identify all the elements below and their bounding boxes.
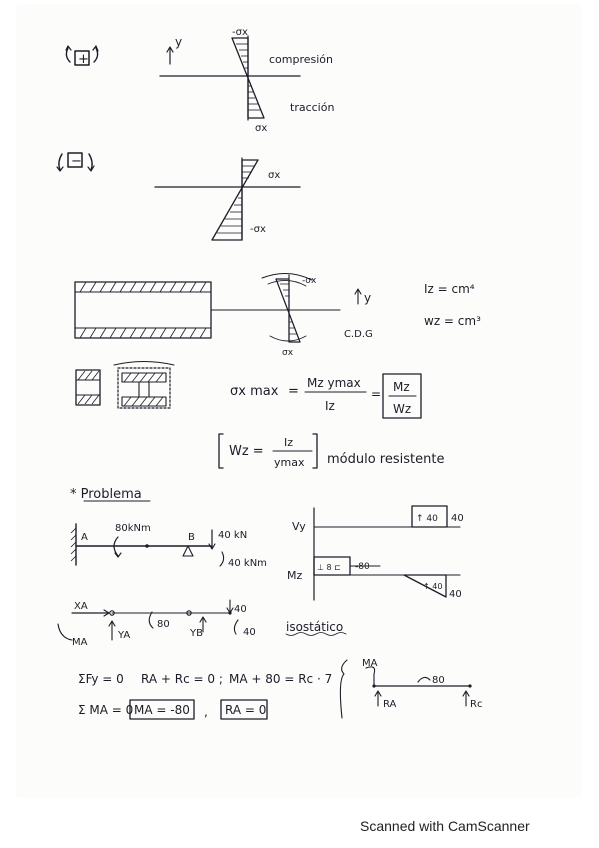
modulo-resistente-label: módulo resistente [327,452,445,467]
compression-label: compresión [269,53,334,66]
sign-convention-positive [66,46,98,67]
reaction-ya: YA [118,630,131,641]
moment-label: Mz [287,569,303,582]
top-stress-label: -σx [232,27,248,38]
sum-fy: ΣFy = 0 [78,672,124,686]
internal-force-diagrams [287,506,464,600]
equals-sign: = [371,387,382,401]
ymax-denominator: ymax [274,456,305,469]
reaction-xa: XA [74,601,88,612]
moment-box-label: ⊥ 8 ⊏ [317,563,341,572]
boxed-denominator: Wz [393,402,412,416]
shear-value: 40 [451,513,464,524]
fraction-numerator: Mz ymax [307,376,361,390]
problem-title: * Problema [70,487,142,502]
top-stress-label: σx [268,170,281,181]
applied-force: 40 kN [218,530,248,541]
shear-label: Vy [292,520,306,533]
top-stress-label: -σx [302,276,317,286]
moment-80: 80 [432,675,445,686]
point-b: B [188,532,195,543]
reaction-ra: RA [383,699,397,710]
reaction-rc: Rc [470,699,483,710]
moment-40: 40 [243,627,256,638]
applied-moment-end: 40 kNm [228,558,267,569]
reaction-ma: MA [362,658,378,669]
wz-lhs: Wz = [229,444,264,459]
fraction-denominator: Iz [325,399,335,413]
equilibrium-equations [78,672,332,719]
sigma-max: σx max [230,384,279,399]
moment-80: 80 [157,619,170,630]
moment-end-value: 40 [449,589,462,600]
sum-ma: Σ MA = 0 [78,703,134,717]
bottom-stress-label: σx [255,123,268,134]
vertical-equation: RA + Rc = 0 ; [141,672,223,686]
section-modulus-unit: wz = cm³ [424,314,481,328]
boxed-numerator: Mz [393,380,410,394]
stress-diagram-negative [155,158,300,240]
iz-numerator: Iz [284,436,294,449]
camscanner-watermark: Scanned with CamScanner [360,818,530,834]
beam-load-diagram [71,523,267,569]
reaction-yb: YB [190,628,203,639]
result-ra: RA = 0 [225,703,267,717]
section-modulus-formula [219,434,444,469]
moment-value: -80 [355,562,370,572]
cross-section-sketches [76,362,174,409]
plus-sign: + [78,52,89,67]
stress-formula [230,374,421,418]
point-a: A [81,532,88,543]
minus-sign: − [71,154,82,169]
load-40: 40 [234,604,247,615]
stress-diagram-positive [160,27,334,134]
equals-sign: = [288,384,299,399]
problem-section [70,487,150,502]
axis-y-label: y [364,291,372,305]
sign-convention-negative [57,153,94,171]
moment-equation: MA + 80 = Rc · 7 [229,672,333,686]
result-ma: MA = -80 [134,703,190,717]
reaction-ma: MA [72,637,88,648]
inertia-unit: Iz = cm⁴ [424,282,475,296]
traction-label: tracción [290,101,335,114]
bottom-stress-label: -σx [250,224,266,235]
comma: , [204,705,208,719]
beam-section-drawing [75,273,481,358]
shear-box-label: ↑ 40 [416,514,438,524]
applied-moment: 80kNm [115,523,151,534]
cdg-label: C.D.G [344,329,373,340]
moment-triangle-label: ↑ 40 [423,582,443,591]
axis-y-label: y [175,35,183,49]
reaction-sketch [340,658,482,718]
free-body-diagram [58,600,346,648]
bottom-stress-label: σx [282,348,294,358]
isostatic-label: isostático [286,620,344,634]
